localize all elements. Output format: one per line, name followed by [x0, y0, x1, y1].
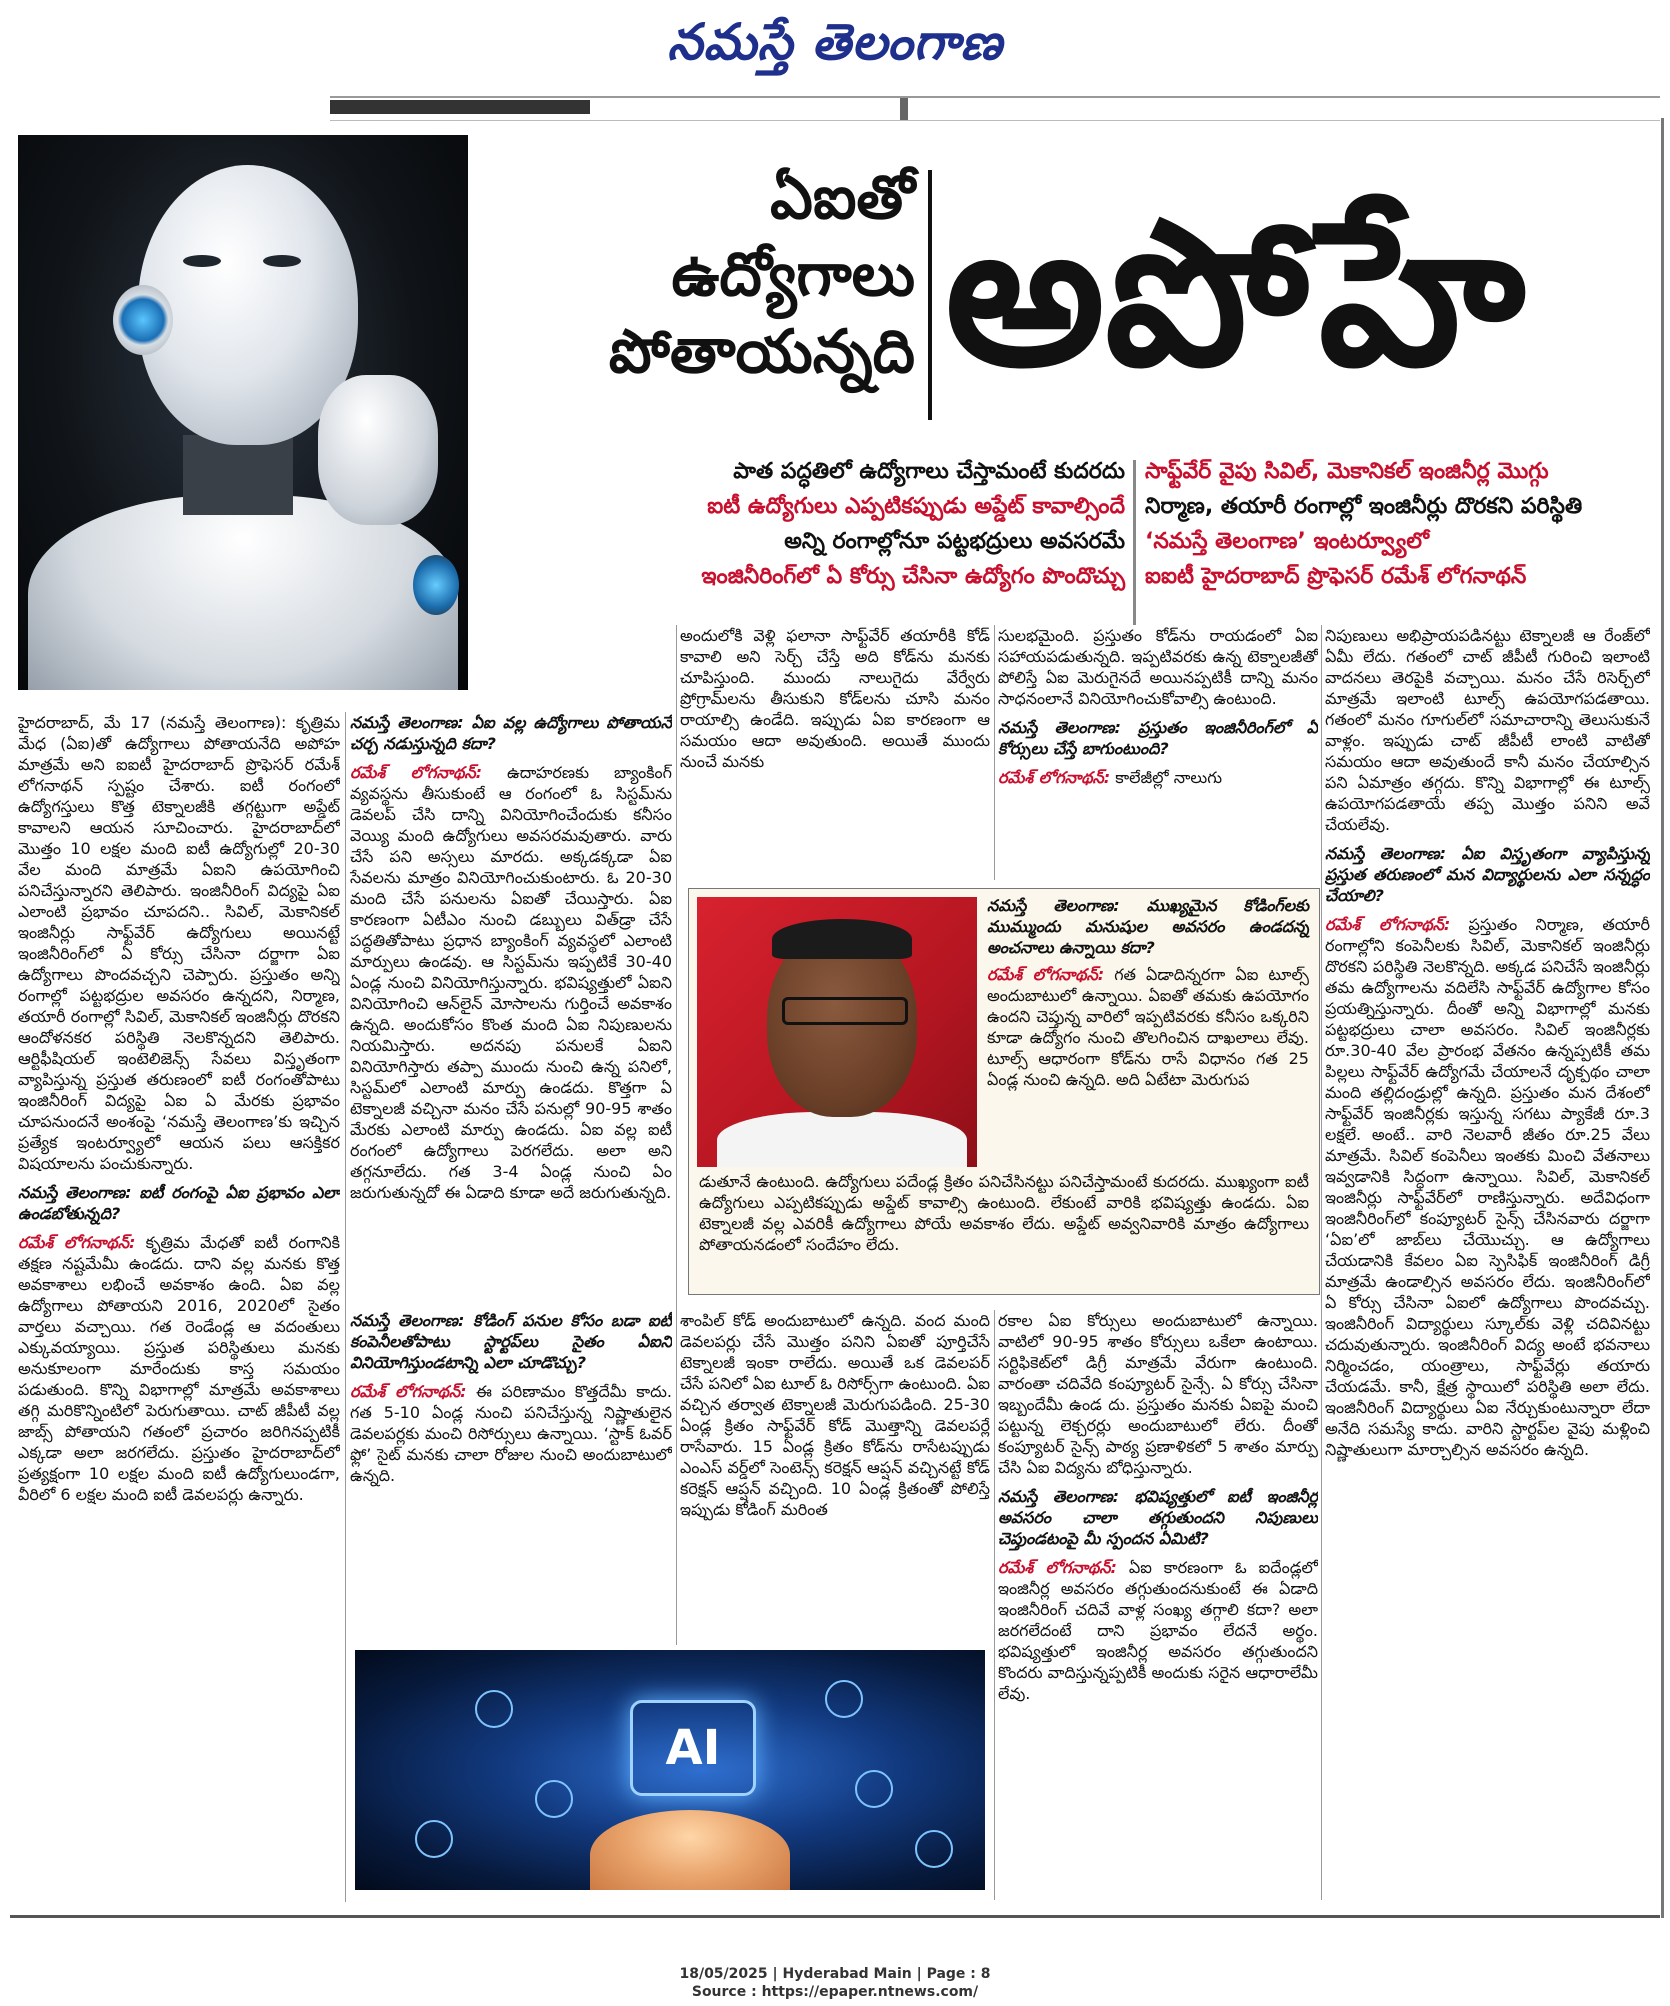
section-strip-marker — [900, 98, 908, 120]
headline-small-line-2: ఉద్యోగాలు — [671, 240, 915, 310]
robot-eye-left — [183, 255, 221, 267]
robot-ear-light — [113, 285, 173, 355]
article-column-1 — [18, 712, 340, 1902]
inset-text-right — [987, 895, 1309, 1096]
article-column-2-lower — [350, 1310, 672, 1640]
subhead-left-3: అన్ని రంగాల్లోనూ పట్టభద్రులు అవసరమే — [784, 529, 1125, 554]
answer-speaker: రమేశ్ లోగనాథన్: — [350, 763, 482, 782]
column-rule — [676, 625, 677, 1645]
body-paragraph: శాంపిల్ కోడ్ అందుబాటులో ఉన్నది. వంద మంది డెవలపర్లు చేసే మొత్తం పనిని ఏఐతో పూర్తిచేసే టెక్నాలజీ ఇంకా రాలేదు. అయితే ఒక డెవలపర్ చేసే పనిలో ఏఐ టూల్ ఓ రిసోర్స్‌గా ఉంటుంది. ఏఐ వచ్చిన తర్వాత టెక్నాలజీ మెరుగుపడింది. 25-30 ఏండ్ల క్రితం సాఫ్ట్‌వేర్ కోడ్ మొత్తాన్ని డెవలపర్లే రాసేవారు. 15 ఏండ్ల క్రితం కోడ్‌ను రాసేటప్పుడు ఎంఎస్ వర్డ్‌లో సెంటెన్స్ కరెక్షన్ ఆప్షన్ వచ్చినట్టే కోడ్ కరెక్షన్ ఆప్షన్ వచ్చింది. 10 ఏండ్ల క్రితంతో పోలిస్తే ఇప్పుడు కోడింగ్ మరింత — [680, 1311, 990, 1519]
article-column-5 — [1325, 625, 1650, 1900]
headline-small-line-3: పోతాయన్నది — [608, 317, 915, 387]
page-bottom-rule — [10, 1915, 1660, 1918]
column-rule — [994, 1310, 995, 1900]
answer-speaker: రమేశ్ లోగనాథన్: — [1325, 915, 1451, 934]
hand-palm-shape — [590, 1810, 790, 1890]
network-node-icon — [825, 1680, 863, 1718]
body-paragraph: సులభమైంది. ప్రస్తుతం కోడ్‌ను రాయడంలో ఏఐ సహాయపడుతున్నది. ఇప్పటివరకు ఉన్న టెక్నాలజీతో పోలిస్తే ఏఐ మెరుగైనదే అయినప్పటికీ దాన్ని మనం సాధనంలానే వినియోగించుకోవాల్సి ఉంటుంది. — [998, 626, 1318, 708]
page-right-rule — [1661, 118, 1664, 1918]
ai-hand-illustration — [355, 1650, 985, 1890]
professor-shirt-shape — [717, 1112, 967, 1167]
answer-text: డుతూనే ఉంటుంది. ఉద్యోగులు పదేండ్ల క్రితం పనిచేసినట్టు పనిచేస్తామంటే కుదరదు. ముఖ్యంగా ఐటీ ఉద్యోగులు ఎప్పటికప్పుడు అప్డేట్ కావాల్సి ఉంటుంది. లేకుంటే వారికి భవిష్యత్తు ఉండదు. ఏఐ టెక్నాలజీ వల్ల ఎవరికీ ఉద్యోగాలు పోయే అవకాశం లేదు. అప్డేట్ అవ్వనివారికి మాత్రం ఉద్యోగాలు పోతాయనడంలో సందేహం లేదు. — [699, 1172, 1309, 1254]
answer-speaker: రమేశ్ లోగనాథన్: — [350, 1382, 467, 1401]
robot-hand-shape — [318, 375, 438, 525]
article-column-3-lower — [680, 1310, 990, 1640]
answer-text: ప్రస్తుతం నిర్మాణ, తయారీ రంగాల్లోని కంపెనీలకు సివిల్, మెకానికల్ ఇంజినీర్లు దొరకని పరిస్థితి నెలకొన్నది. అక్కడ పనిచేసే ఇంజినీర్లు తమ ఉద్యోగాలను వదిలేసి సాఫ్ట్‌వేర్ ఉద్యోగాల కోసం ప్రయత్నిస్తున్నారు. దీంతో అన్ని విభాగాల్లో మనకు పట్టభద్రులు చాలా అవసరం. సివిల్ ఇంజినీర్లకు రూ.30-40 వేల ప్రారంభ వేతనం ఉన్నప్పటికీ తమ పిల్లలు సాఫ్ట్‌వేర్ ఉద్యోగమే చేయాలనే దృక్పథం చాలా మంది తల్లిదండ్రుల్లో ఉన్నది. ప్రస్తుతం మన దేశంలో సాఫ్ట్‌వేర్ ఇంజినీర్లకు ఇస్తున్న సగటు ప్యాకేజీ రూ.3 లక్షలే. అంటే.. వారి నెలవారీ జీతం రూ.25 వేలు మాత్రమే. సివిల్ కంపెనీలు ఇంతకు మించి వేతనాలు ఇవ్వడానికి సిద్ధంగా ఉన్నాయి. సివిల్, మెకానికల్ ఇంజినీర్లు సాఫ్ట్‌వేర్‌లో రాణిస్తున్నారు. అదేవిధంగా ఇంజినీరింగ్‌లో కంప్యూటర్ సైన్స్ చేసినవారు దర్జాగా ‘ఏఐ’లో జాబ్‌లు చేయొచ్చు. ఆ ఉద్యోగాలు చేయడానికి కేవలం ఏఐ స్పెసిఫిక్ ఇంజినీరింగ్ డిగ్రీ మాత్రమే ఉండాల్సిన అవసరం లేదు. ఇంజినీరింగ్‌లో ఏ కోర్సు చేసినా ఏఐలో ఉద్యోగాలు పొందవచ్చు. ఇంజినీరింగ్ విద్యార్థులు స్కూల్‌కు వెళ్లి చదివినట్టు చదువుతున్నారు. ఇంజినీరింగ్ విద్య అంటే భవనాలు నిర్మించడం, యంత్రాలు, సాఫ్ట్‌వేర్లు తయారు చేయడమే. కానీ, క్షేత్ర స్థాయిలో పరిస్థితి అలా లేదు. ఇంజినీరింగ్ విద్యార్థులు ఏఐ నేర్చుకుంటున్నారా లేదా అనేది సమస్యే కాదు. వారిని స్టార్టప్‌ల వైపు మళ్లించి నిష్ణాతులుగా మార్చాల్సిన అవసరం ఉన్నది. — [1325, 915, 1650, 1459]
column-rule — [994, 625, 995, 880]
answer-speaker: రమేశ్ లోగనాథన్: — [987, 965, 1105, 984]
subheads-right — [1145, 455, 1645, 595]
network-node-icon — [915, 1830, 953, 1868]
subhead-right-4: ఐఐటీ హైదరాబాద్ ప్రొఫెసర్ రమేశ్ లోగనాథన్ — [1145, 564, 1527, 589]
page-footer — [0, 1965, 1670, 2001]
subhead-left-2: ఐటీ ఉద్యోగులు ఎప్పటికప్పుడు అప్డేట్ కావాల్సిందే — [707, 494, 1125, 519]
subhead-left-4: ఇంజినీరింగ్‌లో ఏ కోర్సు చేసినా ఉద్యోగం పొందొచ్చు — [701, 564, 1125, 589]
section-strip-block — [330, 100, 590, 114]
subhead-divider — [1133, 460, 1136, 625]
footer-source-link[interactable]: Source : https://epaper.ntnews.com/ — [691, 1984, 979, 2000]
question-text: నమస్తే తెలంగాణ: ఏఐ విస్తృతంగా వ్యాపిస్తున్న ప్రస్తుత తరుణంలో మన విద్యార్థులను ఎలా సన్నద్ధం చేయాలి? — [1325, 844, 1650, 905]
question-text: నమస్తే తెలంగాణ: ఐటీ రంగంపై ఏఐ ప్రభావం ఎలా ఉండబోతున్నది? — [18, 1183, 340, 1223]
body-paragraph: నిపుణులు అభిప్రాయపడినట్టు టెక్నాలజీ ఆ రేంజ్‌లో ఏమీ లేదు. గతంలో చాట్ జీపీటీ గురించి ఇలాంటి వాదనలు తెరపైకి వచ్చాయి. మనం చేసే రిసెర్చ్‌లో మాత్రమే ఇలాంటి టూల్స్ ఉపయోగపడతాయి. గతంలో మనం గూగుల్‌లో సమాచారాన్ని తెలుసుకునే వాళ్లం. ఇప్పుడు చాట్ జీపీటీ లాంటి వాటితో సమయం ఆదా అవుతుందే కానీ మనం చేయాల్సిన పని ఏమాత్రం తగ్గదు. కొన్ని విభాగాల్లో ఈ టూల్స్ ఉపయోగపడతాయే తప్ప మొత్తం పనిని అవే చేయలేవు. — [1325, 626, 1650, 834]
robot-wrist-light — [413, 555, 459, 615]
article-column-3 — [680, 625, 990, 875]
question-text: నమస్తే తెలంగాణ: ఏఐ వల్ల ఉద్యోగాలు పోతాయనే చర్చ నడుస్తున్నది కదా? — [350, 713, 672, 753]
headline-small-line-1: ఏఐతో — [770, 163, 915, 233]
article-column-2 — [350, 712, 672, 1302]
inset-text-bottom — [699, 1171, 1309, 1261]
answer-speaker: రమేశ్ లోగనాథన్: — [18, 1233, 136, 1252]
body-paragraph: అందులోకి వెళ్లి ఫలానా సాఫ్ట్‌వేర్ తయారీకి కోడ్ కావాలి అని సెర్చ్ చేస్తే అది కోడ్‌ను మనకు చూపిస్తుంది. ముందు నాలుగైదు వేర్వేరు ప్రోగ్రామ్‌లను తీసుకుని కోడ్‌లను చూసి మనం రాయాల్సి ఉండేది. ఇప్పుడు ఏఐ కారణంగా ఆ సమయం ఆదా అవుతుంది. అయితే ముందు నుంచే మనకు — [680, 626, 990, 771]
section-strip — [330, 96, 1660, 121]
headline-big: అపోహే — [945, 178, 1526, 411]
article-column-4 — [998, 625, 1318, 875]
column-rule — [345, 712, 346, 1902]
professor-photo — [697, 897, 977, 1167]
question-text: నమస్తే తెలంగాణ: కోడింగ్ పనుల కోసం బడా ఐటీ కంపెనీలతోపాటు స్టార్టప్‌లు సైతం ఏఐని వినియోగిస్తుండటాన్ని ఎలా చూడొచ్చు? — [350, 1311, 672, 1372]
answer-text: ఉదాహరణకు బ్యాంకింగ్ వ్యవస్థను తీసుకుంటే ఆ రంగంలో ఓ సిస్టమ్‌ను డెవలప్ చేసి దాన్ని వినియోగించేందుకు కనీసం వెయ్యి మంది ఉద్యోగులు అవసరమవుతారు. వారు చేసే పని అస్సలు మారదు. అక్కడక్కడా ఏఐ సేవలను మాత్రం వినియోగించుకుంటారు. ఓ 20-30 మంది చేసే పనులను ఏఐతో చేయిస్తారు. ఏఐ కారణంగా ఏటీఎం నుంచి డబ్బులు విత్‌డ్రా చేసే పద్ధతితోపాటు ప్రధాన బ్యాంకింగ్ వ్యవస్థలో ఎలాంటి మార్పులు ఉండవు. ఆ సిస్టమ్‌ను ఇప్పటికే 30-40 ఏండ్ల నుంచి వినియోగిస్తున్నారు. భవిష్యత్తులో ఏఐని వినియోగించి ఆన్‌లైన్ మోసాలను గుర్తించే అవకాశం ఉన్నది. అందుకోసం కొంత మంది ఏఐ నిపుణులను నియమిస్తారు. అదనపు పనులకే ఏఐని వినియోగిస్తారు తప్పా ముందు నుంచి ఉన్న పనిలో, సిస్టమ్‌లో ఎలాంటి మార్పు ఉండదు. కొత్తగా ఏ టెక్నాలజీ వచ్చినా మనం చేసే పనుల్లో 90-95 శాతం మేరకు ఎలాంటి మార్పు ఉండదు. ఏఐ వల్ల ఐటీ రంగంలో ఉద్యోగాలు పెరగలేదు. అలా అని తగ్గనూలేదు. గత 3-4 ఏండ్ల నుంచి ఏం జరుగుతున్నదో ఈ ఏడాది కూడా అదే జరుగుతున్నది. — [350, 763, 672, 1202]
subhead-right-2: నిర్మాణ, తయారీ రంగాల్లో ఇంజినీర్లు దొరకని పరిస్థితి — [1145, 494, 1583, 519]
headline-small — [495, 160, 915, 391]
network-node-icon — [415, 1820, 453, 1858]
professor-glasses-shape — [782, 997, 908, 1025]
subhead-right-3: ‘నమస్తే తెలంగాణ’ ఇంటర్వ్యూలో — [1145, 529, 1430, 554]
answer-text: కృత్రిమ మేధతో ఐటీ రంగానికి తక్షణ నష్టమేమీ ఉండదు. దాని వల్ల మనకు కొత్త అవకాశాలు లభించే అవకాశం ఉంది. ఏఐ వల్ల ఉద్యోగాలు పోతాయని 2016, 2020లో సైతం వార్తలు వచ్చాయి. గత రెండేండ్ల ఆ వదంతులు ఎక్కువయ్యాయి. ప్రస్తుత పరిస్థితులు మనకు అనుకూలంగా మారేందుకు కాస్త సమయం పడుతుంది. కొన్ని విభాగాల్లో మాత్రమే అవకాశాలు తగ్గి మరికొన్నింటిలో పెరుగుతాయి. చాట్ జీపీటీ వల్ల జాబ్స్ పోతాయని గతంలో ప్రచారం జరిగినప్పటికీ ఎక్కడా అలా జరగలేదు. ప్రస్తుతం హైదరాబాద్‌లో ప్రత్యక్షంగా 10 లక్షల మంది ఐటీ ఉద్యోగులుండగా, వీరిలో 6 లక్షల మంది ఐటీ డెవలపర్లు ఉన్నారు. — [18, 1233, 340, 1504]
subhead-right-1: సాఫ్ట్‌వేర్ వైపు సివిల్, మెకానికల్ ఇంజినీర్ల మొగ్గు — [1145, 459, 1549, 484]
interview-inset-box — [688, 888, 1320, 1295]
question-text: నమస్తే తెలంగాణ: భవిష్యత్తులో ఐటీ ఇంజినీర్ల అవసరం చాలా తగ్గుతుందని నిపుణులు చెప్తుండటంపై మీ స్పందన ఏమిటి? — [998, 1487, 1318, 1548]
robot-photo — [18, 135, 468, 690]
subheads-left — [470, 455, 1125, 595]
footer-edition-info: 18/05/2025 | Hyderabad Main | Page : 8 — [679, 1966, 991, 1982]
network-node-icon — [855, 1770, 893, 1808]
network-node-icon — [475, 1690, 513, 1728]
answer-text: గత ఏడాదిన్నరగా ఏఐ టూల్స్ అందుబాటులో ఉన్నాయి. ఏఐతో తమకు ఉపయోగం ఉందని చెప్తున్న వారిలో ఇప్పటివరకు కనీసం ఒక్కరిని కూడా ఉద్యోగం నుంచి తొలగించిన దాఖలాలు లేవు. టూల్స్ ఆధారంగా కోడ్‌ను రాసే విధానం గత 25 ఏండ్ల నుంచి ఉన్నది. అది ఏటేటా మెరుగుప — [987, 965, 1309, 1089]
ai-chip-icon: AI — [630, 1700, 756, 1796]
answer-speaker: రమేశ్ లోగనాథన్: — [998, 1558, 1117, 1577]
answer-text: కాలేజీల్లో నాలుగు — [1115, 768, 1223, 787]
answer-text: ఏఐ కారణంగా ఓ ఐదేండ్లలో ఇంజినీర్ల అవసరం తగ్గుతుందనుకుంటే ఈ ఏడాది ఇంజినీరింగ్ చదివే వాళ్ల సంఖ్య తగ్గాలి కదా? అలా జరగలేదంటే దాని ప్రభావం లేదనే అర్థం. భవిష్యత్తులో ఇంజినీర్ల అవసరం తగ్గుతుందని కొందరు వాదిస్తున్నప్పటికీ అందుకు సరైన ఆధారాలేమీ లేవు. — [998, 1558, 1318, 1703]
network-node-icon — [535, 1780, 573, 1818]
headline-divider — [928, 170, 932, 420]
newspaper-logo: నమస్తే తెలంగాణ — [667, 12, 1003, 71]
column-rule — [1321, 625, 1322, 1900]
article-intro: హైదరాబాద్, మే 17 (నమస్తే తెలంగాణ): కృత్రిమ మేధ (ఏఐ)తో ఉద్యోగాలు పోతాయనేది అపోహ మాత్రమే అని ఐఐటీ హైదరాబాద్ ప్రొఫెసర్ రమేశ్ లోగనాథన్ స్పష్టం చేశారు. ఐటీ రంగంలో ఉద్యోగస్తులు కొత్త టెక్నాలజీకి తగ్గట్టుగా అప్డేట్ కావాలని ఆయన సూచించారు. హైదరాబాద్‌లో మొత్తం 10 లక్షల మంది ఐటీ ఉద్యోగుల్లో 20-30 వేల మంది మాత్రమే ఏఐని ఉపయోగించి పనిచేస్తున్నారని తెలిపారు. ఇంజినీరింగ్ విద్యపై ఏఐ ఎలాంటి ప్రభావం చూపదని.. సివిల్, మెకానికల్ ఇంజినీర్లు సాఫ్ట్‌వేర్ ఉద్యోగులు అయినట్టే ఇంజినీరింగ్‌లో ఏ కోర్సు చేసినా దర్జాగా ఏఐ ఉద్యోగాలు పొందవచ్చని చెప్పారు. ప్రస్తుతం అన్ని రంగాల్లో పట్టభద్రుల అవసరం ఉన్నదని, నిర్మాణ, తయారీ రంగాల్లో సివిల్, మెకానికల్ ఇంజినీర్లు దొరకని ఆందోళనకర పరిస్థితి నెలకొన్నదని తెలిపారు. ఆర్టిఫీషియల్ ఇంటెలిజెన్స్ సేవలు విస్తృతంగా వ్యాపిస్తున్న ప్రస్తుత తరుణంలో ఐటీ రంగంతోపాటు ఇంజినీరింగ్ విద్యపై ఏఐ ఏ మేరకు ప్రభావం చూపనుందనే అంశంపై ‘నమస్తే తెలంగాణ’కు ఇచ్చిన ప్రత్యేక ఇంటర్వ్యూలో ఆయన పలు ఆసక్తికర విషయాలను పంచుకున్నారు. — [18, 713, 340, 1173]
professor-hair-shape — [772, 919, 912, 959]
article-column-4-lower — [998, 1310, 1318, 1900]
question-text: నమస్తే తెలంగాణ: ప్రస్తుతం ఇంజినీరింగ్‌లో ఏ కోర్సులు చేస్తే బాగుంటుంది? — [998, 718, 1318, 758]
body-paragraph: రకాల ఏఐ కోర్సులు అందుబాటులో ఉన్నాయి. వాటిలో 90-95 శాతం కోర్సులు ఒకేలా ఉంటాయి. సర్టిఫికెట్‌లో డిగ్రీ మాత్రమే వేరుగా ఉంటుంది. వారంతా చదివేది కంప్యూటర్ సైన్సే. ఏ కోర్సు చేసినా ఇబ్బందేమీ ఉండ దు. ప్రస్తుతం మనకు ఏఐపై మంచి పట్టున్న లెక్చరర్లు అందుబాటులో లేరు. దీంతో కంప్యూటర్ సైన్స్ పాఠ్య ప్రణాళికలో 5 శాతం మార్పు చేసి ఏఐ విద్యను బోధిస్తున్నారు. — [998, 1311, 1318, 1477]
robot-neck-shape — [183, 435, 293, 515]
answer-text: ఈ పరిణామం కొత్తదేమీ కాదు. గత 5-10 ఏండ్ల నుంచి పనిచేస్తున్న నిష్ణాతులైన డెవలపర్లకు మంచి రిసోర్సులు ఉన్నాయి. ‘స్టాక్ ఓవర్ ఫ్లో’ సైట్ మనకు చాలా రోజుల నుంచి అందుబాటులో ఉన్నది. — [350, 1382, 672, 1485]
question-text: నమస్తే తెలంగాణ: ముఖ్యమైన కోడింగ్‌లకు ముమ్ముందు మనుషుల అవసరం ఉండదన్న అంచనాలు ఉన్నాయి కదా? — [987, 896, 1309, 957]
masthead — [0, 0, 1670, 80]
subhead-left-1: పాత పద్ధతిలో ఉద్యోగాలు చేస్తామంటే కుదరదు — [733, 459, 1125, 484]
answer-speaker: రమేశ్ లోగనాథన్: — [998, 768, 1111, 787]
robot-eye-right — [263, 255, 301, 267]
